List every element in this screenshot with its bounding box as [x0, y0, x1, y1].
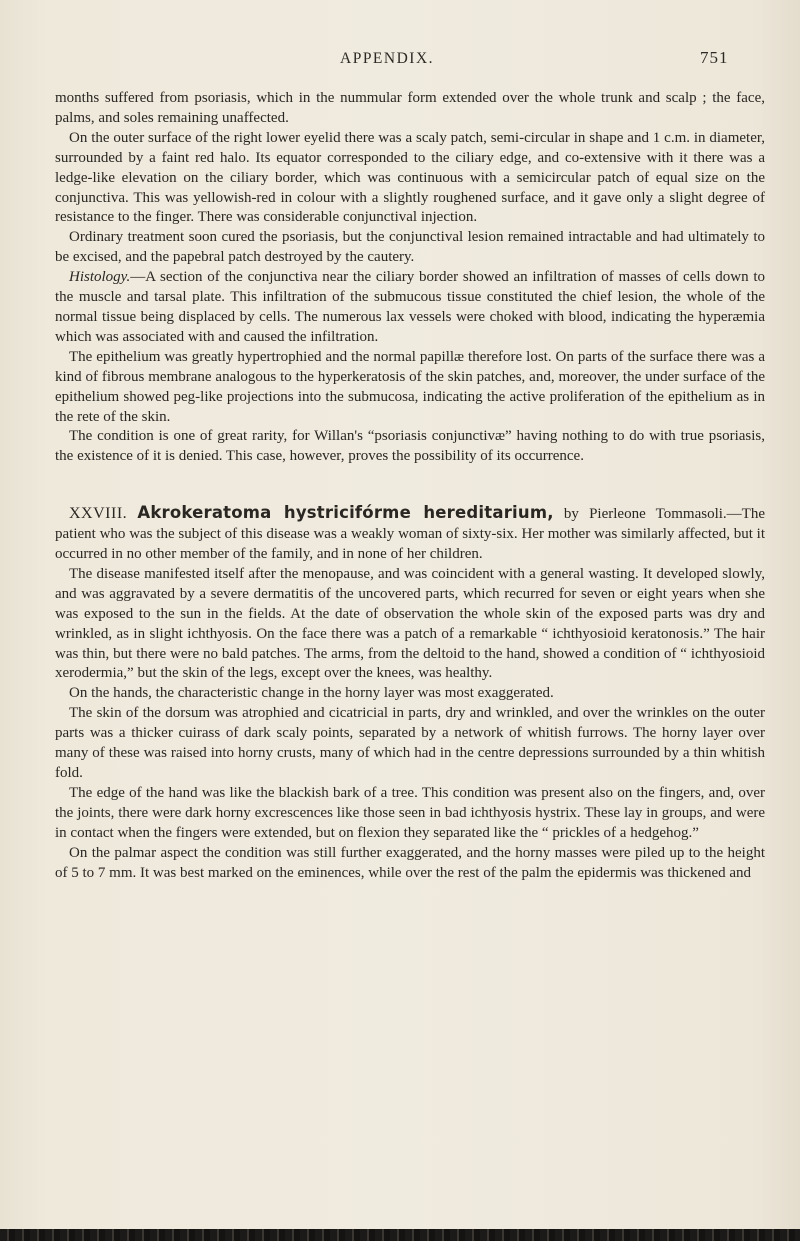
histology-text: —A section of the conjunctiva near the ciliary border showed an infiltration of masses of cells down to the muscle and tarsal plate. This infiltration of the submucous tissue constituted the chief lesion, the whole of the normal tissue being displaced by cells. The numerous lax vessels were choked with blood, indicating the hyperæmia which was associated with and caused the infiltration.	[55, 269, 765, 345]
paragraph: On the outer surface of the right lower eyelid there was a scaly patch, semi-circular in shape and 1 c.m. in diameter, surrounded by a faint red halo. Its equator corresponded to the ciliary edge, and co-extensive with it there was a ledge-like elevation on the ciliary border, which was continuous with a semicircular patch of equal size on the conjunctiva. This was yellowish-red in colour with a slightly roughened surface, and it gave only a slight degree of resistance to the finger. There was considerable conjunctival injection.	[55, 129, 765, 226]
paragraph: The edge of the hand was like the blackish bark of a tree. This condition was present also on the fingers, and, over the joints, there were dark horny excrescences like those seen in bad ichthyosis hystrix. These lay in groups, and were in contact when the fingers were extended, but on flexion they separated like the “ prickles of a hedgehog.”	[55, 784, 765, 841]
running-header	[0, 50, 800, 74]
paragraph: Ordinary treatment soon cured the psoriasis, but the conjunctival lesion remained intractable and had ultimately to be excised, and the papebral patch destroyed by the cautery.	[55, 229, 765, 266]
section-author: by Pierleone Tommasoli.	[563, 506, 727, 523]
paragraph: On the hands, the characteristic change in the horny layer was most exaggerated.	[69, 685, 554, 702]
histology-label: Histology.	[69, 269, 131, 286]
paragraph: months suffered from psoriasis, which in the nummular form extended over the whole trunk and scalp ; the face, palms, and soles remaining unaffected.	[55, 90, 765, 126]
section-title: Akrokeratoma hystricifórme hereditarium,	[137, 503, 554, 523]
paragraph: On the palmar aspect the condition was still further exaggerated, and the horny masses were piled up to the height of 5 to 7 mm. It was best marked on the eminences, while over the rest of the palm the epidermis was thickened and	[55, 844, 765, 881]
paragraph: The disease manifested itself after the menopause, and was coincident with a general wasting. It developed slowly, and was aggravated by a severe dermatitis of the uncovered parts, which recurred for seven or eight years when she was exposed to the sun in the fields. At the date of observation the whole skin of the exposed parts was dry and wrinkled, as in slight ichthyosis. On the face there was a patch of a remarkable “ ichthyosioid keratonosis.” The hair was thin, but there were no bald patches. The arms, from the deltoid to the hand, showed a condition of “ ichthyosioid xerodermia,” but the skin of the legs, except over the knees, was healthy.	[55, 565, 765, 682]
paragraph: The epithelium was greatly hypertrophied and the normal papillæ therefore lost. On parts of the surface there was a kind of fibrous membrane analogous to the hyperkeratosis of the skin patches, and, moreover, the under surface of the epithelium showed peg-like projections into the submucosa, indicating the active proliferation of the epithelium as in the rete of the skin.	[55, 348, 765, 425]
running-title: APPENDIX.	[340, 50, 435, 67]
section-number: XXVIII.	[69, 505, 128, 523]
section-intro: —The patient who was the subject of this disease was a weakly woman of sixty-six. Her mother was similarly affected, but it occurred in no other member of the family, and in none of her children.	[55, 506, 765, 563]
histology-paragraph	[55, 268, 765, 348]
akrokeratoma-section	[55, 503, 765, 883]
page-number: 751	[700, 48, 729, 67]
paragraph: The skin of the dorsum was atrophied and cicatricial in parts, dry and wrinkled, and over the wrinkles on the outer parts was a thicker cuirass of dark scaly points, separated by a network of whitish furrows. The horny layer over many of these was raised into horny crusts, many of which had in the centre depressions surrounded by a thin whitish fold.	[55, 705, 765, 781]
psoriasis-case-section	[55, 89, 765, 467]
paragraph: The condition is one of great rarity, for Willan's “psoriasis conjunctivæ” having nothing to do with true psoriasis, the existence of it is denied. This case, however, proves the possibility of its occurrence.	[55, 428, 765, 465]
scan-edge-bar	[0, 1229, 800, 1241]
section-heading-paragraph	[55, 503, 765, 565]
body-text	[55, 89, 765, 883]
